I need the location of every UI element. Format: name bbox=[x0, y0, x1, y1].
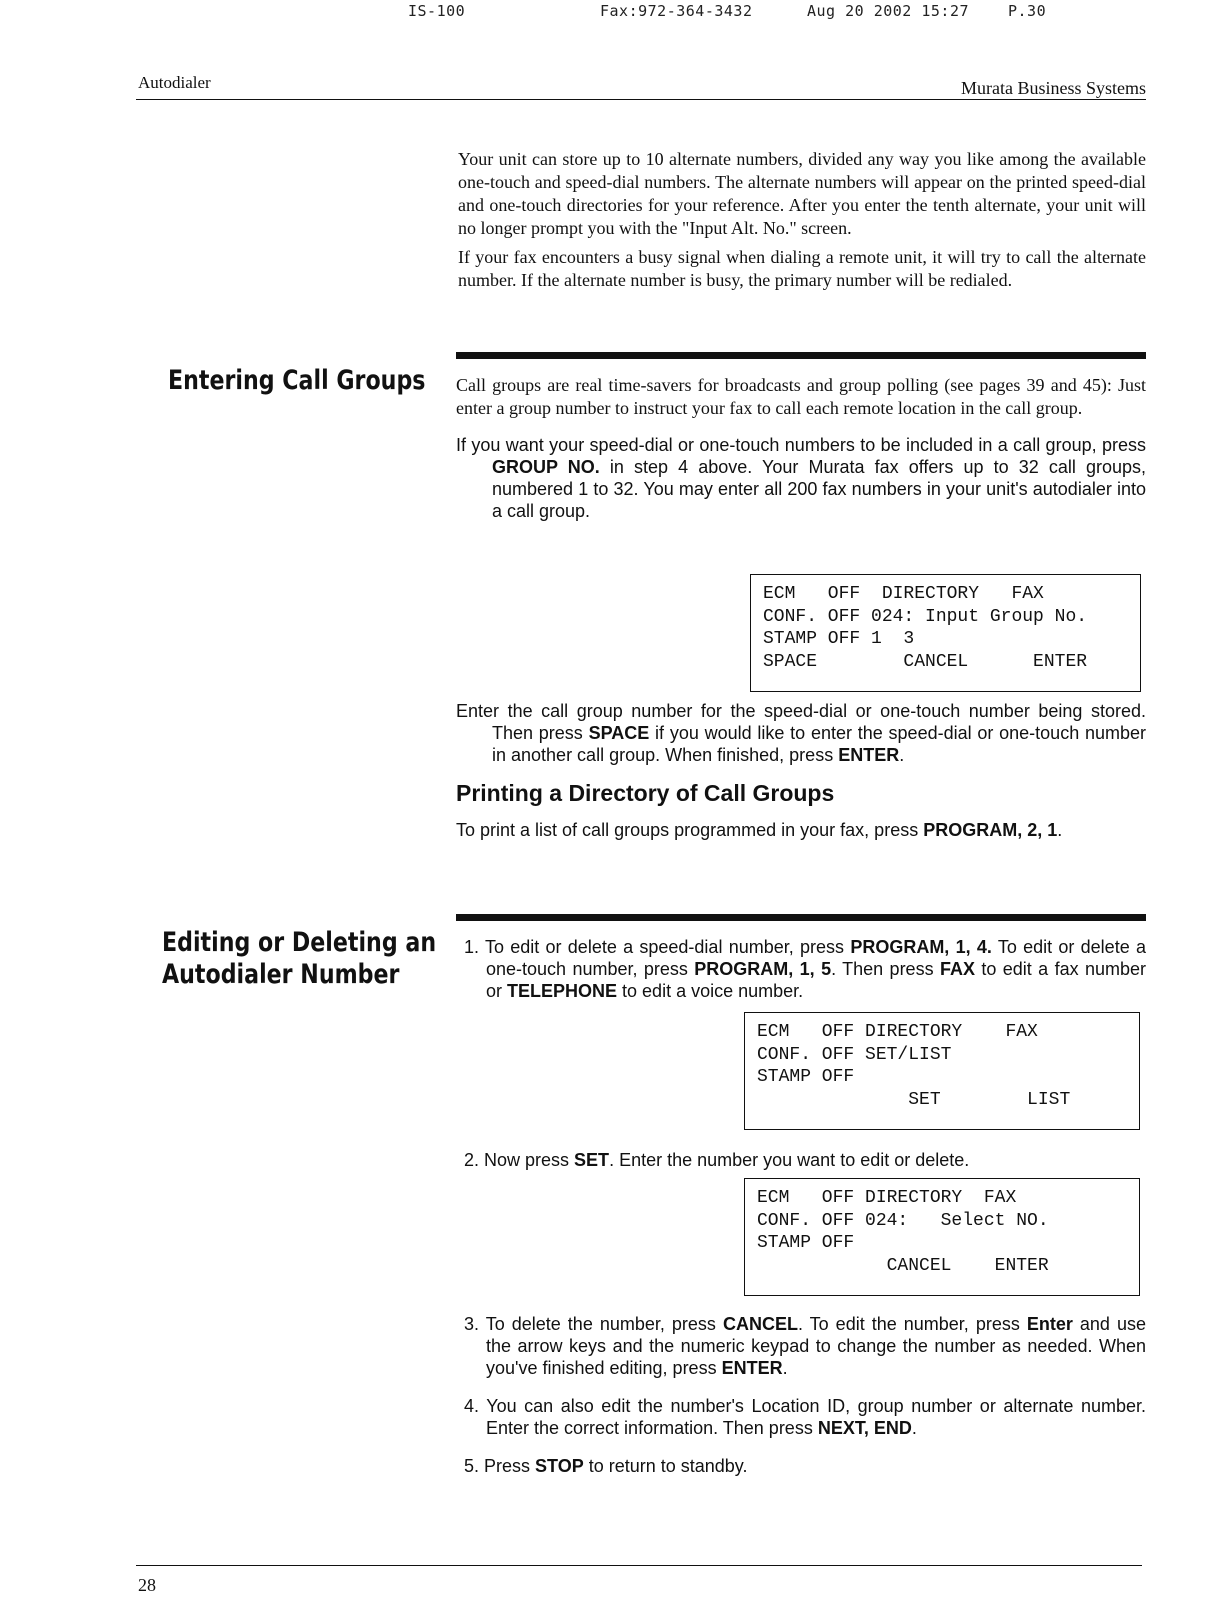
page-number: 28 bbox=[138, 1575, 156, 1595]
section-divider-1 bbox=[456, 352, 1146, 359]
call-groups-paragraph-1: Call groups are real time-savers for broadcasts and group polling (see pages 39 and 45): Just enter a group number to instruct your fax to call each remote location in the call group. bbox=[456, 375, 1146, 418]
subheading-print-directory: Printing a Directory of Call Groups bbox=[456, 780, 835, 806]
edit-step-1: 1. To edit or delete a speed-dial number, press PROGRAM, 1, 4. To edit or delete a one-touch number, press PROGRAM, 1, 5. Then press FAX to edit a fax number or TELEPHONE to edit a voice number. bbox=[464, 937, 1146, 1001]
section2-steps-rest bbox=[450, 1313, 1146, 1477]
print-directory-paragraph: To print a list of call groups programmed in your fax, press PROGRAM, 2, 1. bbox=[456, 820, 1063, 840]
section-heading-call-groups: Entering Call Groups bbox=[168, 365, 426, 396]
section-divider-2 bbox=[456, 914, 1146, 921]
running-header-left: Autodialer bbox=[138, 73, 211, 92]
call-groups-paragraph-2: If you want your speed-dial or one-touch numbers to be included in a call group, press GROUP NO. in step 4 above. Your Murata fax offers up to 32 call groups, numbered 1 to 32. You may enter all 200 fax numbers in your unit's autodialer into a call group. bbox=[456, 435, 1146, 521]
lcd-line: CONF. OFF 024: Input Group No. bbox=[763, 606, 1088, 627]
lcd-line: STAMP OFF 1 3 bbox=[763, 629, 915, 649]
intro-paragraph-1: Your unit can store up to 10 alternate numbers, divided any way you like among the available one-touch and speed-dial numbers. The alternate numbers will appear on the printed speed-dial and one-touch directories for your reference. After you enter the tenth alternate, your unit will no longer prompt you with the "Input Alt. No." screen. bbox=[458, 149, 1146, 238]
edit-step-3: 3. To delete the number, press CANCEL. To edit the number, press Enter and use the arrow keys and the numeric keypad to change the number as needed. When you've finished editing, press ENTER. bbox=[464, 1314, 1146, 1378]
section-heading-edit-line-2: Autodialer Number bbox=[162, 959, 400, 990]
lcd-line: SET LIST bbox=[757, 1089, 1071, 1110]
footer-rule bbox=[136, 1565, 1142, 1566]
section-heading-edit-line-1: Editing or Deleting an bbox=[162, 927, 437, 958]
lcd-line: STAMP OFF bbox=[757, 1233, 855, 1253]
edit-step-5: 5. Press STOP to return to standby. bbox=[464, 1456, 748, 1476]
edit-step-4: 4. You can also edit the number's Location ID, group number or alternate number. Enter the correct information. Then press NEXT, END. bbox=[464, 1396, 1146, 1438]
lcd-line: ECM OFF DIRECTORY FAX bbox=[757, 1188, 1017, 1208]
header-rule bbox=[136, 99, 1146, 100]
running-header-right: Murata Business Systems bbox=[960, 78, 1146, 98]
fax-header-id: IS-100 bbox=[408, 2, 466, 20]
lcd-line: CONF. OFF 024: Select NO. bbox=[757, 1210, 1049, 1231]
lcd-line: CONF. OFF SET/LIST bbox=[757, 1044, 952, 1065]
intro-block bbox=[458, 148, 1146, 292]
fax-header-page: P.30 bbox=[1008, 2, 1047, 20]
lcd-display-set-list bbox=[744, 1012, 1140, 1130]
fax-header-date: Aug 20 2002 15:27 bbox=[807, 2, 970, 20]
lcd-line: ECM OFF DIRECTORY FAX bbox=[757, 1022, 1038, 1042]
call-groups-paragraph-3: Enter the call group number for the speed-dial or one-touch number being stored. Then press SPACE if you would like to enter the speed-dial or one-touch number in another call group. When finished, press ENTER. bbox=[456, 701, 1147, 765]
edit-step-2: 2. Now press SET. Enter the number you want to edit or delete. bbox=[464, 1150, 970, 1170]
section2-step-1 bbox=[450, 936, 1146, 1002]
lcd-display-group-no bbox=[750, 574, 1141, 692]
lcd-line: SPACE CANCEL ENTER bbox=[763, 651, 1088, 672]
lcd-line: STAMP OFF bbox=[757, 1067, 855, 1087]
lcd-line: CANCEL ENTER bbox=[757, 1255, 1049, 1276]
section1-body bbox=[456, 374, 1146, 522]
section2-step-2 bbox=[450, 1149, 1146, 1171]
section1-body-2 bbox=[456, 700, 1146, 841]
intro-paragraph-2: If your fax encounters a busy signal when dialing a remote unit, it will try to call the alternate number. If the alternate number is busy, the primary number will be redialed. bbox=[458, 247, 1146, 290]
lcd-display-select-no bbox=[744, 1178, 1140, 1296]
lcd-line: ECM OFF DIRECTORY FAX bbox=[763, 584, 1044, 604]
fax-header-number: Fax:972-364-3432 bbox=[600, 2, 753, 20]
